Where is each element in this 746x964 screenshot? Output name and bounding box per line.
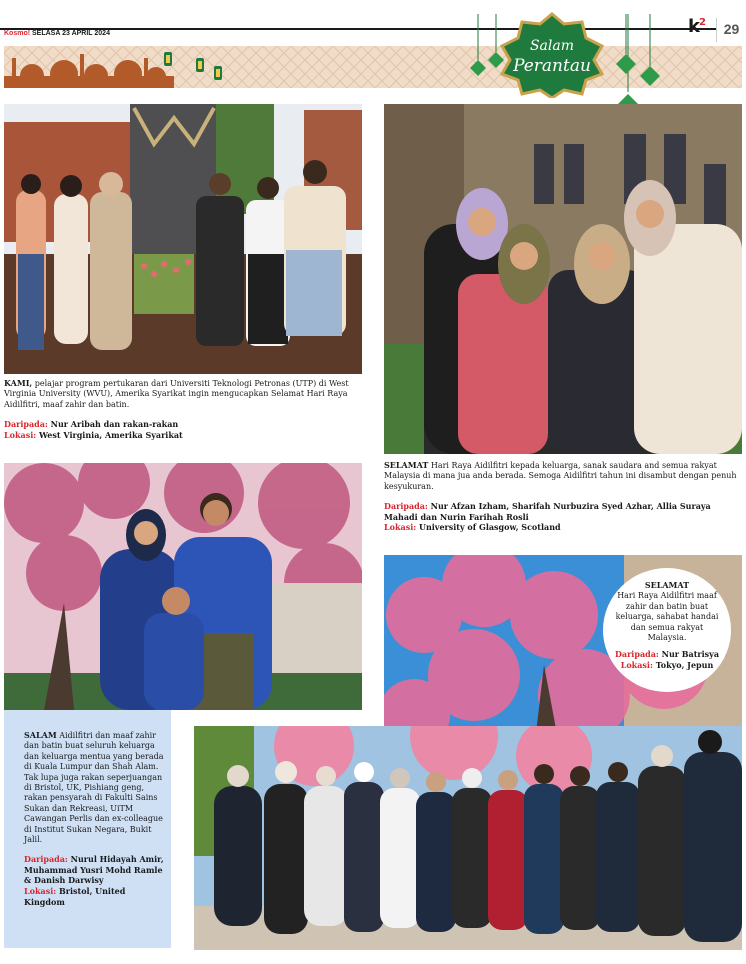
from-value: Nur Aribah dan rakan-rakan [47,419,179,430]
caption-wvu [4,378,356,441]
location-label: Lokasi: [4,429,37,440]
photo-tokyo-group [194,726,742,950]
from-value: Nur Afzan Izham, Sharifah Nurbuzira Syed Azhar, Allia Suraya Mahadi dan Nurin Farihah Rosli [384,501,711,522]
caption-lead: SALAM [24,730,57,740]
from-label: Daripada: [614,649,659,660]
from-value: Nur Batrisya [658,649,720,660]
caption-bristol [24,730,164,909]
location-label: Lokasi: [384,522,417,533]
caption-body: Hari Raya Aidilfitri maaf zahir dan batin buat keluarga, sahabat handai dan semua rakyat Malaysia. [615,591,719,643]
lantern-icon [196,58,204,72]
caption-body: Hari Raya Aidilfitri kepada keluarga, sanak saudara and semua rakyat Malaysia di mana jua anda berada. Semoga Aidilfitri tahun ini disambut dengan penuh kesyukuran. [384,461,737,491]
photo-bristol-family [4,463,362,710]
publication-name: Kosmo! [4,30,31,37]
from-value: Nurul Hidayah Amir, Muhammad Yusri Mohd Ramle & Danish Darwisy [24,854,164,886]
location-value: Bristol, United Kingdom [24,885,126,908]
caption-lead: SELAMAT [644,580,690,590]
masthead [4,30,110,37]
page-number: 29 [716,18,746,42]
caption-glasgow [384,460,742,533]
section-logo: $k^2$ [688,16,705,37]
ketupat-icon [466,14,546,84]
location-label: Lokasi: [620,659,653,670]
location-label: Lokasi: [24,885,57,896]
from-label: Daripada: [4,419,48,430]
caption-tokyo [614,580,720,671]
feature-title-line2: Perantau [513,56,591,76]
caption-lead: KAMI, [4,378,33,388]
location-value: University of Glasgow, Scotland [416,522,561,533]
from-label: Daripada: [384,501,428,512]
photo-glasgow-group [384,104,742,454]
location-value: West Virginia, Amerika Syarikat [36,429,183,440]
caption-body: pelajar program pertukaran dari Universiti Teknologi Petronas (UTP) di West Virginia University (WVU), Amerika Syarikat ingin mengucapkan Selamat Hari Raya Aidilfitri, maaf zahir dan batin. [4,379,349,409]
issue-date: SELASA 23 APRIL 2024 [32,30,110,37]
location-value: Tokyo, Jepun [652,659,714,670]
caption-body: Aidilfitri dan maaf zahir dan batin buat seluruh keluarga dan keluarga mentua yang berada di Kuala Lumpur dan Shah Alam. Tak lupa juga rakan seperjuangan di Bristol, UK, Pishiang geng, rakan pensyarah di Fakulti Sains Sukan dan Rekreasi, UiTM Cawangan Perlis dan ex-colleague di Institut Sukan Negara, Bukit Jalil. [24,731,164,845]
photo-wvu-group [4,104,362,374]
caption-lead: SELAMAT [384,460,429,470]
feature-title-line1: Salam [529,38,575,54]
from-label: Daripada: [24,854,68,865]
